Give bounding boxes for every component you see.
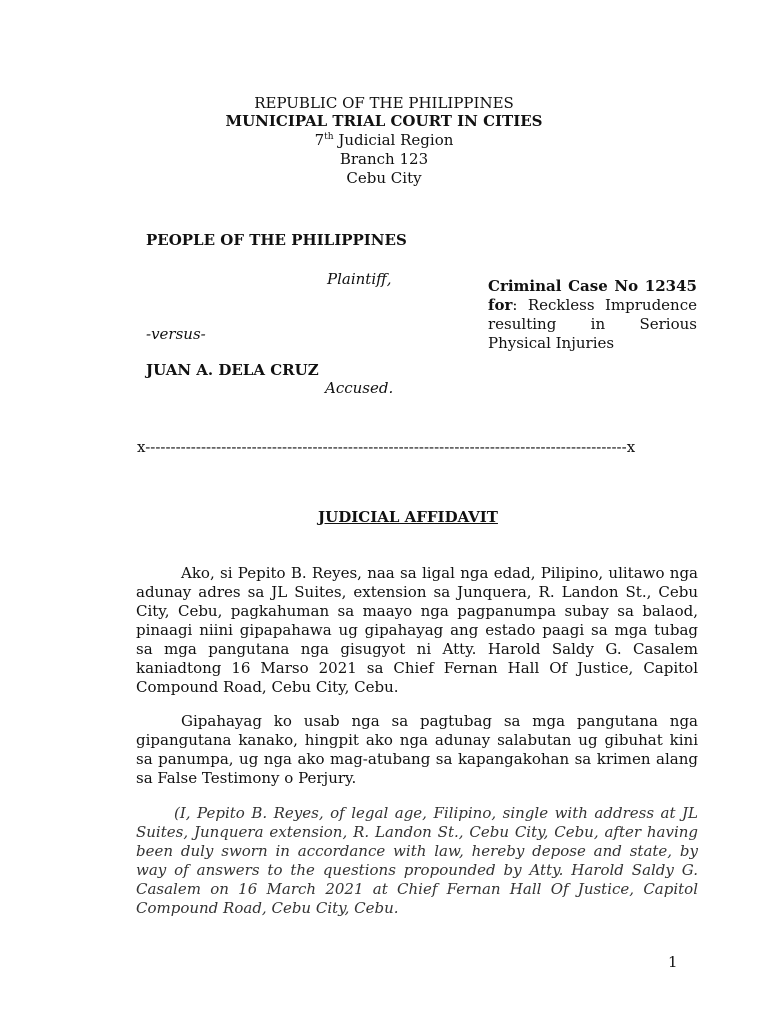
case-description: : Reckless Imprudence resulting in Serious Physical Injuries bbox=[488, 296, 697, 352]
affidavit-paragraph-1: Ako, si Pepito B. Reyes, naa sa ligal nga edad, Pilipino, ulitawo nga adunay adres sa JL Suites, extension sa Junquera, R. Landon St., Cebu City, Cebu, pagkahuman sa maayo nga pagpanumpa subay sa balaod, pinaagi niini gipapahawa ug gipahayag ang estado paagi sa mga tubag sa mga pangutana nga gisugyot ni Atty. Harold Saldy G. Casalem kaniadtong 16 Marso 2021 sa Chief Fernan Hall Of Justice, Capitol Compound Road, Cebu City, Cebu. bbox=[136, 564, 698, 696]
affidavit-paragraph-2: Gipahayag ko usab nga sa pagtubag sa mga pangutana nga gipangutana kanako, hingpit ako nga adunay salabutan ug gibuhat kini sa panumpa, ug nga ako mag-atubang sa kapangakohan sa krimen alang sa False Testimony o Perjury. bbox=[136, 712, 698, 787]
accused-role: Accused. bbox=[325, 379, 394, 397]
republic-heading: REPUBLIC OF THE PHILIPPINES bbox=[254, 94, 514, 112]
case-details bbox=[488, 277, 697, 353]
branch-heading: Branch 123 bbox=[339, 150, 429, 168]
city-heading: Cebu City bbox=[346, 169, 422, 187]
court-heading: MUNICIPAL TRIAL COURT IN CITIES bbox=[225, 112, 543, 130]
versus-label: -versus- bbox=[146, 325, 206, 343]
plaintiff-role: Plaintiff, bbox=[327, 270, 392, 288]
page-number: 1 bbox=[668, 953, 678, 971]
judicial-region: 7th Judicial Region bbox=[314, 131, 454, 149]
english-translation-paragraph: (I, Pepito B. Reyes, of legal age, Filipino, single with address at JL Suites, Junquera extension, R. Landon St., Cebu City, Cebu, after having been duly sworn in accordance with law, hereby depose and state, by way of answers to the questions propounded by Atty. Harold Saldy G. Casalem on 16 March 2021 at Chief Fernan Hall Of Justice, Capitol Compound Road, Cebu City, Cebu. bbox=[136, 804, 698, 917]
accused-name: JUAN A. DELA CRUZ bbox=[146, 361, 319, 379]
plaintiff-name: PEOPLE OF THE PHILIPPINES bbox=[146, 231, 407, 249]
document-title: JUDICIAL AFFIDAVIT bbox=[318, 508, 498, 526]
case-number: Criminal Case No 12345 bbox=[488, 277, 697, 295]
case-for-label: for bbox=[488, 296, 513, 314]
caption-separator: x-----------------------------------------------------------------------------------------------x bbox=[137, 438, 636, 456]
